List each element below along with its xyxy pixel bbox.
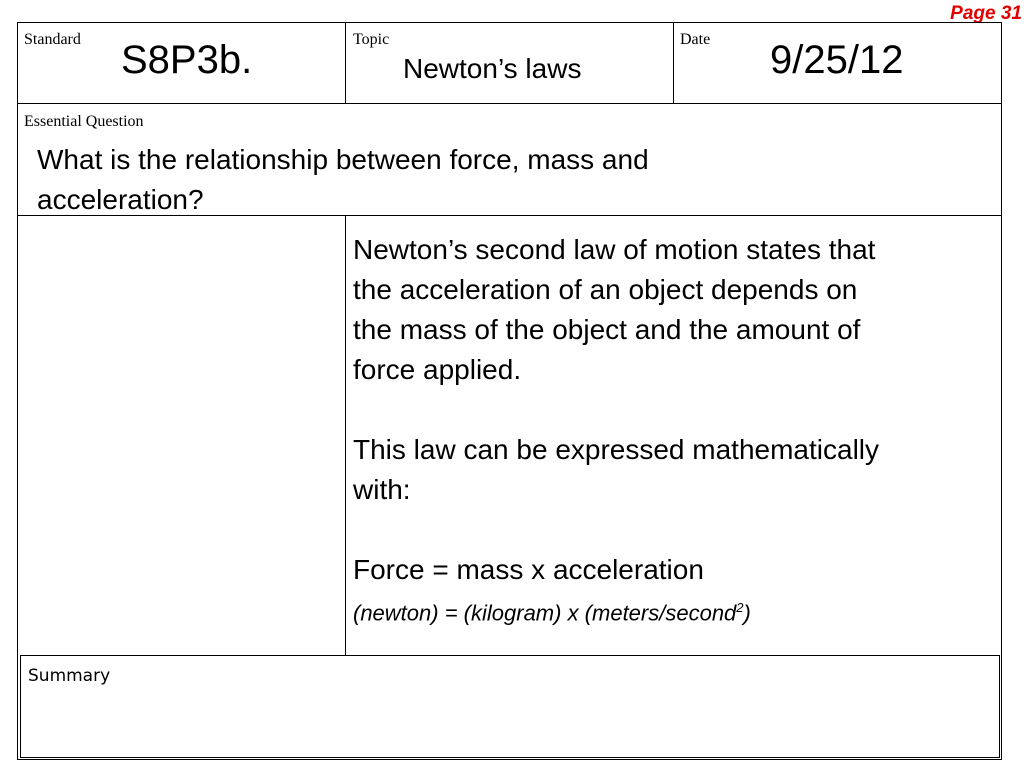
notes-line: This law can be expressed mathematically (353, 434, 880, 465)
header-divider (17, 103, 1002, 104)
topic-label: Topic (353, 31, 390, 48)
paragraph-gap (353, 510, 998, 550)
notes-line: the acceleration of an object depends on (353, 274, 858, 305)
standard-topic-divider (345, 22, 346, 104)
standard-label: Standard (24, 31, 81, 48)
topic-value: Newton’s laws (403, 53, 582, 84)
formula-text: Force = mass x acceleration (353, 554, 704, 585)
units-close: ) (743, 600, 751, 626)
date-value: 9/25/12 (770, 38, 904, 82)
topic-date-divider (673, 22, 674, 104)
page-number: Page 31 (950, 3, 1022, 24)
date-label: Date (680, 31, 711, 48)
question-divider (17, 215, 1002, 216)
notes-column (353, 230, 998, 631)
essential-question-label: Essential Question (24, 113, 144, 130)
paragraph-gap (353, 390, 998, 430)
essential-question-line: acceleration? (37, 184, 204, 215)
summary-label: Summary (28, 666, 111, 686)
notes-line: Newton’s second law of motion states that (353, 234, 876, 265)
units-text (353, 590, 998, 631)
notes-line: with: (353, 474, 411, 505)
essential-question-text (37, 140, 937, 220)
summary-box (20, 655, 1000, 758)
units-main: (newton) = (kilogram) x (meters/second (353, 600, 737, 626)
units-exponent: 2 (736, 600, 744, 615)
notes-line: force applied. (353, 354, 522, 385)
standard-value: S8P3b. (121, 38, 253, 82)
cue-column-divider (345, 215, 346, 656)
essential-question-line: What is the relationship between force, mass and (37, 144, 649, 175)
notes-line: the mass of the object and the amount of (353, 314, 861, 345)
